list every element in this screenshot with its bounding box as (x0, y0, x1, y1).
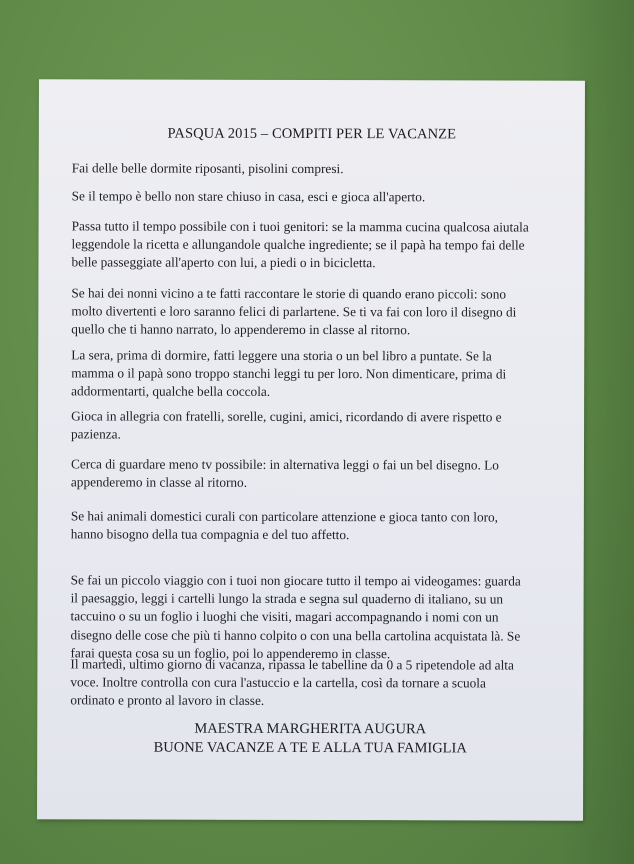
paragraph-line: Se il tempo è bello non stare chiuso in casa, esci e gioca all'aperto. (71, 188, 426, 205)
paragraph-line: leggendole la ricetta e allungandole qualche ingrediente; se il papà ha tempo fai delle (71, 236, 525, 253)
paragraph-line: belle passeggiate all'aperto con lui, a piedi o in bicicletta. (71, 254, 376, 271)
paragraph-line: pazienza. (71, 426, 121, 442)
document-title: PASQUA 2015 – COMPITI PER LE VACANZE (167, 125, 457, 143)
paragraph-line: hanno bisogno della tua compagnia e del tuo affetto. (70, 526, 350, 543)
paragraph-line: addormentarti, qualche bella coccola. (71, 383, 271, 400)
paragraph-pets (71, 507, 561, 545)
paragraph-grandparents (71, 284, 561, 340)
paragraph-line: Cerca di guardare meno tv possibile: in alternativa leggi o fai un bel disegno. Lo (70, 456, 499, 473)
paragraph-line: Se fai un piccolo viaggio con i tuoi non giocare tutto il tempo ai videogames: guarda (70, 572, 521, 589)
paragraph-line: quello che ti hanno narrato, lo appenderemo in classe al ritorno. (71, 321, 411, 338)
signature-line: BUONE VACANZE A TE E ALLA TUA FAMIGLIA (153, 739, 467, 757)
paragraph-line: il paesaggio, leggi i cartelli lungo la strada e segna sul quaderno di italiano, su un (70, 590, 504, 607)
paragraph-line: disegno delle cose che più ti hanno colpito o con una bella cartolina acquistata là. Se (70, 626, 521, 644)
paragraph-line: appenderemo in classe al ritorno. (70, 474, 248, 491)
signature-block (37, 719, 583, 758)
paper-sheet (37, 79, 585, 820)
paragraph-tuesday (70, 655, 560, 711)
paragraph-line: molto divertenti e loro saranno felici di parlartene. Se ti va fai con loro il disegno di (71, 303, 517, 320)
paragraph-outdoor (72, 187, 562, 206)
paragraph-line: farai questa cosa su un foglio, poi lo appenderemo in classe. (70, 645, 391, 662)
paragraph-line: Il martedì, ultimo giorno di vacanza, ripassa le tabelline da 0 a 5 ripetendole ad alta (70, 656, 514, 673)
paragraph-parents (71, 217, 561, 273)
paragraph-line: voce. Inoltre controlla con cura l'astuccio e la cartella, così da tornare a scuola (70, 674, 486, 691)
paragraph-line: taccuino o su un foglio i luoghi che visiti, magari accompagnando i nomi con un (70, 608, 499, 625)
paragraph-line: Se hai dei nonni vicino a te fatti raccontare le storie di quando erano piccoli: sono (71, 285, 507, 302)
paragraph-sleep (72, 159, 562, 178)
paragraph-line: Gioca in allegria con fratelli, sorelle, cugini, amici, ricordando di avere rispetto e (71, 408, 502, 425)
paragraph-play (71, 407, 561, 445)
paragraph-line: La sera, prima di dormire, fatti leggere una storia o un bel libro a puntate. Se la (71, 347, 492, 364)
paragraph-travel (70, 571, 560, 663)
paragraph-line: mamma o il papà sono troppo stanchi leggi tu per loro. Non dimenticare, prima di (71, 365, 507, 382)
paragraph-tv (71, 455, 561, 493)
paragraph-line: ordinato e pronto al lavoro in classe. (70, 692, 265, 709)
paragraph-line: Passa tutto il tempo possibile con i tuoi genitori: se la mamma cucina qualcosa aiutala (71, 218, 529, 235)
paragraph-line: Fai delle belle dormite riposanti, pisolini compresi. (71, 160, 344, 177)
signature-line: MAESTRA MARGHERITA AUGURA (194, 720, 427, 738)
paragraph-line: Se hai animali domestici curali con particolare attenzione e gioca tanto con loro, (70, 508, 499, 525)
paragraph-bedtime (71, 346, 561, 402)
